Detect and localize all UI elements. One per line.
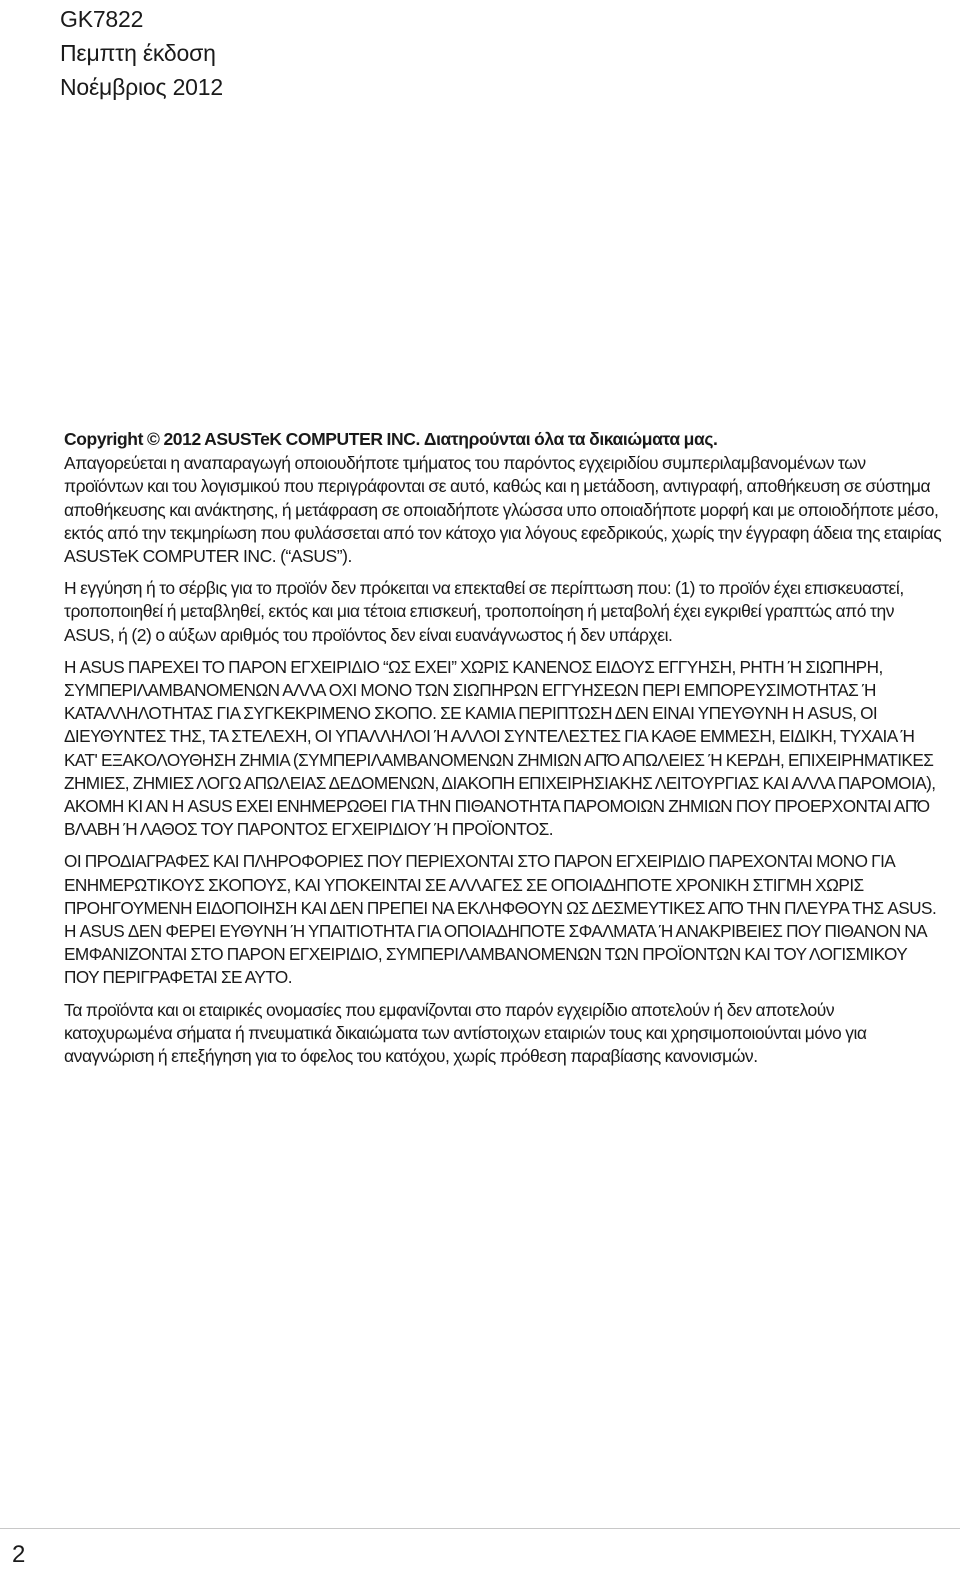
- copyright-title: Copyright © 2012 ASUSTeK COMPUTER INC. Διατηρούνται όλα τα δικαιώματα μας.: [64, 429, 718, 449]
- warranty-notice: Η εγγύηση ή το σέρβις για το προϊόν δεν πρόκειται να επεκταθεί σε περίπτωση που: (1) το προϊόν έχει επισκευαστεί, τροποποιηθεί ή μεταβληθεί, εκτός και μια τέτοια επισκευή, τροποποίηση ή μεταβολή έχει εγκριθεί γραπτώς από την ASUS, ή (2) ο αύξων αριθμός του προϊόντος δεν είναι ευανάγνωστος ή δεν υπάρχει.: [64, 578, 904, 645]
- publication-date: Νοέμβριος 2012: [60, 74, 223, 100]
- edition-label: Πεμπτη έκδοση: [60, 40, 216, 66]
- document-header: [60, 2, 223, 104]
- copyright-section: [64, 428, 944, 1077]
- footer-divider: [0, 1528, 960, 1529]
- trademark-notice: Τα προϊόντα και οι εταιρικές ονομασίες που εμφανίζονται στο παρόν εγχειρίδιο αποτελούν ή δεν αποτελούν κατοχυρωμένα σήματα ή πνευματικά δικαιώματα των αντίστοιχων εταιριών τους και χρησιμοποιούνται μόνο για αναγνώριση ή επεξήγηση για το όφελος του κατόχου, χωρίς πρόθεση παραβίασης κανονισμών.: [64, 999, 867, 1067]
- document-code: GK7822: [60, 6, 144, 32]
- page-number: 2: [12, 1541, 26, 1568]
- reproduction-notice: Απαγορεύεται η αναπαραγωγή οποιουδήποτε τμήματος του παρόντος εγχειριδίου συμπεριλαμβανομένων των προϊόντων και του λογισμικού που περιγράφονται σε αυτό, καθώς και η μετάδοση, αντιγραφή, αποθήκευση σε σύστημα αποθήκευσης και ανάκτησης, ή μετάφραση σε οποιαδήποτε γλώσσα υπο οποιαδήποτε μορφή και με οποιοδήποτε μέσο, εκτός από την τεκμηρίωση που φυλάσσεται από τον κάτοχο για λόγους εφεδρικούς, χωρίς την έγγραφη άδεια της εταιρίας ASUSTeK COMPUTER INC. (“ASUS”).: [64, 453, 942, 567]
- specifications-notice: ΟΙ ΠΡΟΔΙΑΓΡΑΦΕΣ ΚΑΙ ΠΛΗΡΟΦΟΡΙΕΣ ΠΟΥ ΠΕΡΙΕΧΟΝΤΑΙ ΣΤΟ ΠΑΡΟΝ ΕΓΧΕΙΡΙΔΙΟ ΠΑΡΕΧΟΝΤΑΙ ΜΟΝΟ ΓΙΑ ΕΝΗΜΕΡΩΤΙΚΟΥΣ ΣΚΟΠΟΥΣ, ΚΑΙ ΥΠΟΚΕΙΝΤΑΙ ΣΕ ΑΛΛΑΓΕΣ ΣΕ ΟΠΟΙΑΔΗΠΟΤΕ ΧΡΟΝΙΚΗ ΣΤΙΓΜΗ ΧΩΡΙΣ ΠΡΟΗΓΟΥΜΕΝΗ ΕΙΔΟΠΟΙΗΣΗ ΚΑΙ ΔΕΝ ΠΡΕΠΕΙ ΝΑ ΕΚΛΗΦΘΟΥΝ ΩΣ ΔΕΣΜΕΥΤΙΚΕΣ ΑΠΌ ΤΗΝ ΠΛΕΥΡΑ ΤΗΣ ASUS. Η ASUS ΔΕΝ ΦΕΡΕΙ ΕΥΘΥΝΗ Ή ΥΠΑΙΤΙΟΤΗΤΑ ΓΙΑ ΟΠΟΙΑΔΗΠΟΤΕ ΣΦΑΛΜΑΤΑ Ή ΑΝΑΚΡΙΒΕΙΕΣ ΠΟΥ ΠΙΘΑΝΟΝ ΝΑ ΕΜΦΑΝΙΖΟΝΤΑΙ ΣΤΟ ΠΑΡΟΝ ΕΓΧΕΙΡΙΔΙΟ, ΣΥΜΠΕΡΙΛΑΜΒΑΝΟΜΕΝΩΝ ΤΩΝ ΠΡΟΪΟΝΤΩΝ ΚΑΙ ΤΟΥ ΛΟΓΙΣΜΙΚΟΥ ΠΟΥ ΠΕΡΙΓΡΑΦΕΤΑΙ ΣΕ ΑΥΤΟ.: [64, 851, 937, 988]
- disclaimer-notice: Η ASUS ΠΑΡΕΧΕΙ ΤΟ ΠΑΡΟΝ ΕΓΧΕΙΡΙΔΙΟ “ΩΣ ΕΧΕΙ” ΧΩΡΙΣ ΚΑΝΕΝΟΣ ΕΙΔΟΥΣ ΕΓΓΥΗΣΗ, ΡΗΤΗ Ή ΣΙΩΠΗΡΗ, ΣΥΜΠΕΡΙΛΑΜΒΑΝΟΜΕΝΩΝ ΑΛΛΑ ΟΧΙ ΜΟΝΟ ΤΩΝ ΣΙΩΠΗΡΩΝ ΕΓΓΥΗΣΕΩΝ ΠΕΡΙ ΕΜΠΟΡΕΥΣΙΜΟΤΗΤΑΣ Ή ΚΑΤΑΛΛΗΛΟΤΗΤΑΣ ΓΙΑ ΣΥΓΚΕΚΡΙΜΕΝΟ ΣΚΟΠΟ. ΣΕ ΚΑΜΙΑ ΠΕΡΙΠΤΩΣΗ ΔΕΝ ΕΙΝΑΙ ΥΠΕΥΘΥΝΗ Η ASUS, ΟΙ ΔΙΕΥΘΥΝΤΕΣ ΤΗΣ, ΤΑ ΣΤΕΛΕΧΗ, ΟΙ ΥΠΑΛΛΗΛΟΙ Ή ΑΛΛΟΙ ΣΥΝΤΕΛΕΣΤΕΣ ΓΙΑ ΚΑΘΕ ΕΜΜΕΣΗ, ΕΙΔΙΚΗ, ΤΥΧΑΙΑ Ή ΚΑΤ' ΕΞΑΚΟΛΟΥΘΗΣΗ ΖΗΜΙΑ (ΣΥΜΠΕΡΙΛΑΜΒΑΝΟΜΕΝΩΝ ΖΗΜΙΩΝ ΑΠΌ ΑΠΩΛΕΙΕΣ Ή ΚΕΡΔΗ, ΕΠΙΧΕΙΡΗΜΑΤΙΚΕΣ ΖΗΜΙΕΣ, ΖΗΜΙΕΣ ΛΟΓΩ ΑΠΩΛΕΙΑΣ ΔΕΔΟΜΕΝΩΝ, ΔΙΑΚΟΠΗ ΕΠΙΧΕΙΡΗΣΙΑΚΗΣ ΛΕΙΤΟΥΡΓΙΑΣ ΚΑΙ ΑΛΛΑ ΠΑΡΟΜΟΙΑ), ΑΚΟΜΗ ΚΙ ΑΝ Η ASUS ΕΧΕΙ ΕΝΗΜΕΡΩΘΕΙ ΓΙΑ ΤΗΝ ΠΙΘΑΝΟΤΗΤΑ ΠΑΡΟΜΟΙΩΝ ΖΗΜΙΩΝ ΠΟΥ ΠΡΟΕΡΧΟΝΤΑΙ ΑΠΌ ΒΛΑΒΗ Ή ΛΑΘΟΣ ΤΟΥ ΠΑΡΟΝΤΟΣ ΕΓΧΕΙΡΙΔΙΟΥ Ή ΠΡΟΪΟΝΤΟΣ.: [64, 656, 936, 840]
